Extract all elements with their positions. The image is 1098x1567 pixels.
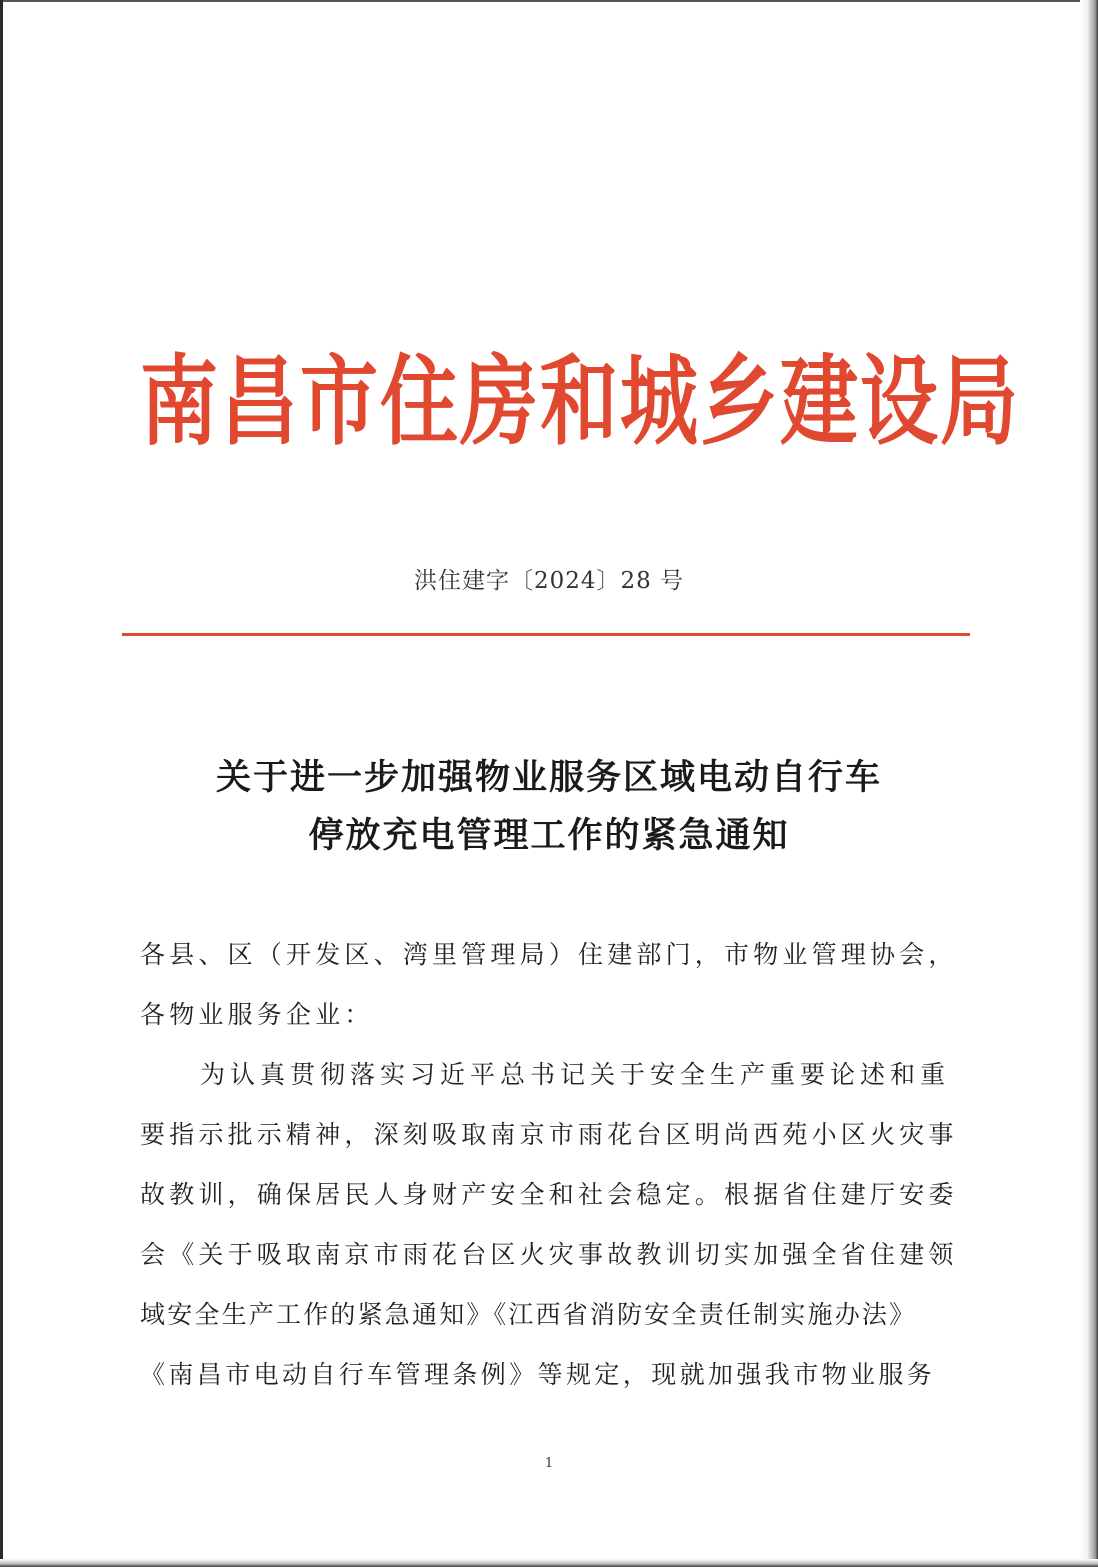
body-text-line: 要指示批示精神，深刻吸取南京市雨花台区明尚西苑小区火灾事 [140, 1120, 958, 1149]
body-text-line: 故教训，确保居民人身财产安全和社会稳定。根据省住建厅安委 [140, 1180, 958, 1209]
document-title-line-2: 停放充电管理工作的紧急通知 [308, 816, 790, 856]
body-text-line: 会《关于吸取南京市雨花台区火灾事故教训切实加强全省住建领 [140, 1240, 958, 1269]
red-divider-line [122, 633, 970, 636]
addressee-line: 各物业服务企业： [140, 1000, 374, 1029]
body-text-line: 域安全生产工作的紧急通知》《江西省消防安全责任制实施办法》 [140, 1300, 917, 1329]
document-title-line-1: 关于进一步加强物业服务区域电动自行车 [215, 758, 882, 798]
scan-edge-right [1080, 0, 1098, 1567]
body-text-line: 《南昌市电动自行车管理条例》等规定，现就加强我市物业服务 [140, 1360, 936, 1389]
scan-edge-left [0, 0, 3, 1567]
document-number: 洪住建字〔2024〕28 号 [413, 568, 685, 594]
issuing-organization-header: 南昌市住房和城乡建设局 [140, 346, 1021, 460]
body-text-line: 为认真贯彻落实习近平总书记关于安全生产重要论述和重 [200, 1060, 951, 1089]
scan-edge-top [0, 0, 1098, 2]
page-number: 1 [544, 1456, 554, 1471]
addressee-line: 各县、区（开发区、湾里管理局）住建部门，市物业管理协会， [140, 940, 958, 969]
scan-edge-bottom [0, 1559, 1098, 1567]
